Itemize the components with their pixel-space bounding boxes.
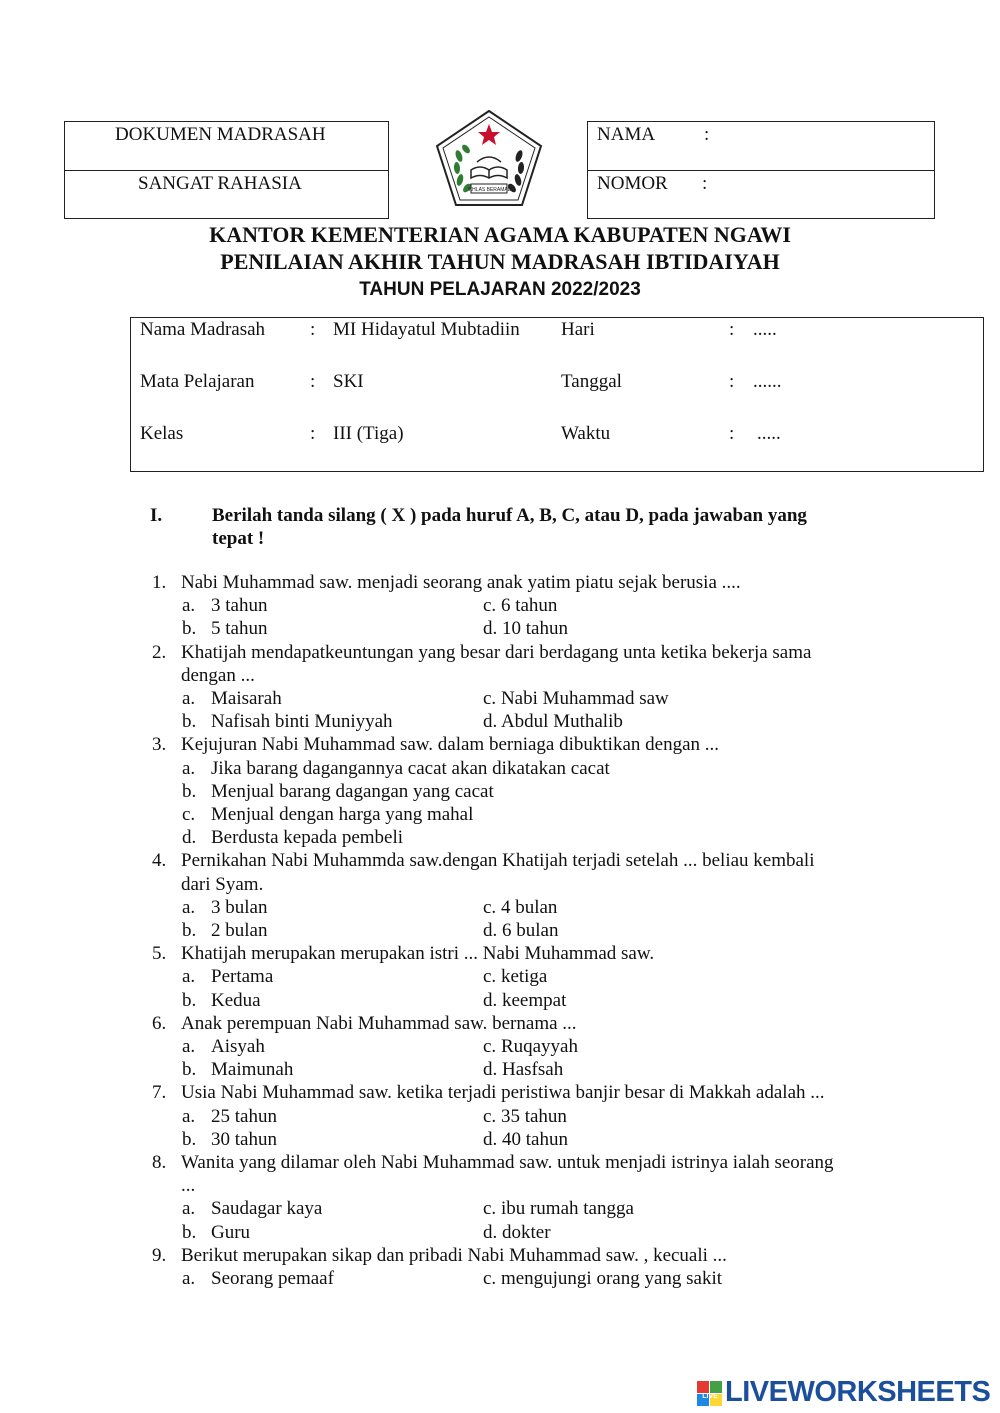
option-letter: b. xyxy=(182,780,197,802)
question-text: Berikut merupakan sikap dan pribadi Nabi Muhammad saw. , kecuali ... xyxy=(181,1244,727,1266)
time-label: Waktu xyxy=(561,423,611,444)
option-text: mengujungi orang yang sakit xyxy=(500,1268,723,1289)
question-text: Usia Nabi Muhammad saw. ketika terjadi peristiwa banjir besar di Makkah adalah ... xyxy=(181,1082,825,1104)
question-text: Anak perempuan Nabi Muhammad saw. bernama ... xyxy=(181,1012,577,1034)
name-row xyxy=(588,122,934,170)
answer-option[interactable] xyxy=(483,1059,563,1081)
option-letter: c. xyxy=(483,1105,497,1127)
option-text: ibu rumah tangga xyxy=(500,1198,634,1220)
option-letter: c. xyxy=(483,1268,497,1289)
option-letter: d. xyxy=(483,920,498,941)
answer-option[interactable] xyxy=(483,1129,568,1151)
option-letter: c. xyxy=(483,595,497,617)
option-letter: a. xyxy=(182,1036,196,1057)
question-number: 7. xyxy=(152,1082,167,1104)
time-colon: : xyxy=(729,423,735,444)
office-title: KANTOR KEMENTERIAN AGAMA KABUPATEN NGAWI xyxy=(209,222,791,247)
answer-option[interactable] xyxy=(483,897,557,919)
class-colon: : xyxy=(310,423,316,444)
option-letter: d. xyxy=(182,827,197,849)
option-letter: a. xyxy=(182,1198,196,1220)
answer-option[interactable] xyxy=(483,711,623,733)
question-number: 4. xyxy=(152,850,167,872)
option-text: 6 tahun xyxy=(500,595,558,617)
answer-option[interactable] xyxy=(483,618,568,640)
option-text: 40 tahun xyxy=(502,1128,568,1150)
option-letter: a. xyxy=(182,1105,196,1127)
option-text: dokter xyxy=(502,1221,551,1243)
day-value: ..... xyxy=(753,319,777,340)
date-colon: : xyxy=(729,371,735,392)
question-text: Kejujuran Nabi Muhammad saw. dalam berniaga dibuktikan dengan ... xyxy=(181,734,720,756)
option-letter: c. xyxy=(483,1198,497,1220)
header-right-box xyxy=(587,121,935,219)
option-letter: d. xyxy=(483,989,498,1011)
question-number: 8. xyxy=(152,1152,167,1173)
option-letter: d. xyxy=(483,1059,498,1081)
option-letter: b. xyxy=(182,711,197,733)
name-colon: : xyxy=(704,124,710,145)
option-text: Kedua xyxy=(211,989,261,1011)
option-letter: c. xyxy=(182,804,196,825)
option-letter: a. xyxy=(182,966,196,988)
answer-option[interactable] xyxy=(483,920,558,942)
class-label: Kelas xyxy=(140,423,184,444)
star-icon xyxy=(478,124,500,145)
header-left-box xyxy=(64,121,389,219)
option-text: Abdul Muthalib xyxy=(500,711,623,733)
liveworksheets-logo xyxy=(697,1376,997,1412)
question-number: 9. xyxy=(152,1244,167,1266)
date-label: Tanggal xyxy=(561,371,622,392)
name-label: NAMA xyxy=(597,124,656,145)
number-colon: : xyxy=(702,173,708,194)
liveworksheets-badge-icon xyxy=(697,1381,723,1407)
option-letter: d. xyxy=(483,618,498,640)
option-text: Berdusta kepada pembeli xyxy=(211,827,404,849)
option-text: Nafisah binti Muniyyah xyxy=(211,711,393,733)
answer-option[interactable] xyxy=(483,990,566,1012)
option-text: Menjual barang dagangan yang cacat xyxy=(211,780,494,802)
liveworksheets-wordmark: LIVEWORKSHEETS xyxy=(725,1376,991,1408)
option-letter: d. xyxy=(483,1221,498,1243)
question-number: 1. xyxy=(152,572,167,593)
question-text: dengan ... xyxy=(181,664,255,686)
option-text: 10 tahun xyxy=(502,618,568,640)
answer-option[interactable] xyxy=(483,1198,634,1220)
answer-option[interactable] xyxy=(483,966,547,988)
academic-year: TAHUN PELAJARAN 2022/2023 xyxy=(359,279,641,300)
option-text: Aisyah xyxy=(211,1036,265,1057)
option-letter: d. xyxy=(483,1128,498,1150)
option-text: Jika barang dagangannya cacat akan dikatakan cacat xyxy=(211,757,610,779)
question-number: 5. xyxy=(152,943,167,965)
option-text: 25 tahun xyxy=(211,1105,277,1127)
subject-colon: : xyxy=(310,371,316,392)
option-text: Pertama xyxy=(211,966,274,988)
school-value: MI Hidayatul Mubtadiin xyxy=(333,319,520,340)
option-letter: b. xyxy=(182,920,197,941)
kemenag-emblem xyxy=(433,108,545,208)
option-letter: b. xyxy=(182,618,197,640)
option-text: Maimunah xyxy=(211,1059,294,1081)
doc-type-label: DOKUMEN MADRASAH xyxy=(115,124,326,145)
option-text: 3 bulan xyxy=(211,896,268,918)
date-value: ...... xyxy=(753,371,782,392)
class-value: III (Tiga) xyxy=(333,423,404,444)
option-letter: c. xyxy=(483,1036,497,1057)
answer-option[interactable] xyxy=(483,1036,578,1058)
question-text: Khatijah merupakan merupakan istri ... Nabi Muhammad saw. xyxy=(181,943,655,965)
day-colon: : xyxy=(729,319,735,340)
option-text: ketiga xyxy=(500,966,548,988)
option-text: 6 bulan xyxy=(502,920,559,941)
option-letter: a. xyxy=(182,595,196,617)
question-number: 6. xyxy=(152,1012,167,1034)
option-letter: a. xyxy=(182,757,196,779)
instruction-line1: Berilah tanda silang ( X ) pada huruf A, B, C, atau D, pada jawaban yang xyxy=(212,505,807,526)
option-text: 35 tahun xyxy=(500,1105,567,1127)
option-letter: b. xyxy=(182,1059,197,1081)
option-text: Hasfsah xyxy=(502,1059,564,1081)
exam-title: PENILAIAN AKHIR TAHUN MADRASAH IBTIDAIYAH xyxy=(220,249,780,274)
option-text: 3 tahun xyxy=(211,595,268,617)
answer-option[interactable] xyxy=(483,595,557,617)
option-text: 30 tahun xyxy=(211,1128,277,1150)
option-letter: c. xyxy=(483,688,497,709)
answer-option[interactable] xyxy=(483,1106,567,1128)
option-text: Guru xyxy=(211,1221,251,1243)
question-text: dari Syam. xyxy=(181,873,264,895)
exam-info-box xyxy=(130,317,984,472)
option-text: Menjual dengan harga yang mahal xyxy=(211,804,474,825)
header-left-row1 xyxy=(65,122,388,170)
instruction-line2: tepat ! xyxy=(212,528,265,549)
quran-book-icon xyxy=(471,157,507,178)
question-text: ... xyxy=(181,1175,196,1197)
answer-option[interactable] xyxy=(483,688,669,710)
answer-option[interactable] xyxy=(483,1268,722,1290)
header-left-row2 xyxy=(65,170,388,218)
question-text: Khatijah mendapatkeuntungan yang besar dari berdagang unta ketika bekerja sama xyxy=(181,641,812,663)
option-text: Ruqayyah xyxy=(500,1036,578,1057)
option-letter: b. xyxy=(182,1221,197,1243)
option-letter: c. xyxy=(483,966,497,988)
option-letter: b. xyxy=(182,989,197,1011)
subject-label: Mata Pelajaran xyxy=(140,371,255,392)
answer-option[interactable] xyxy=(483,1222,551,1244)
secrecy-label: SANGAT RAHASIA xyxy=(138,173,302,194)
option-text: keempat xyxy=(502,989,567,1011)
option-letter: b. xyxy=(182,1128,197,1150)
option-text: Seorang pemaaf xyxy=(211,1268,334,1289)
question-text: Pernikahan Nabi Muhammda saw.dengan Khatijah terjadi setelah ... beliau kembali xyxy=(181,850,815,872)
question-text: Nabi Muhammad saw. menjadi seorang anak yatim piatu sejak berusia .... xyxy=(181,572,741,593)
time-value: ..... xyxy=(757,423,781,444)
option-letter: a. xyxy=(182,896,196,918)
option-letter: c. xyxy=(483,896,497,918)
section-number: I. xyxy=(150,505,163,526)
subject-value: SKI xyxy=(333,371,364,392)
option-letter: a. xyxy=(182,688,196,709)
option-letter: a. xyxy=(182,1268,196,1289)
emblem-motto: IKHLAS BERAMAL xyxy=(467,187,511,193)
question-number: 3. xyxy=(152,734,167,756)
number-row xyxy=(588,170,934,218)
option-text: Nabi Muhammad saw xyxy=(500,688,669,709)
option-text: 4 bulan xyxy=(500,896,558,918)
option-text: Maisarah xyxy=(211,688,282,709)
option-text: Saudagar kaya xyxy=(211,1198,323,1220)
school-label: Nama Madrasah xyxy=(140,319,266,340)
option-text: 2 bulan xyxy=(211,920,268,941)
question-text: Wanita yang dilamar oleh Nabi Muhammad saw. untuk menjadi istrinya ialah seorang xyxy=(181,1152,834,1173)
school-colon: : xyxy=(310,319,316,340)
day-label: Hari xyxy=(561,319,595,340)
option-text: 5 tahun xyxy=(211,618,268,640)
option-letter: d. xyxy=(483,711,498,733)
svg-text:LIVE: LIVE xyxy=(702,1393,718,1400)
question-number: 2. xyxy=(152,641,167,663)
number-label: NOMOR xyxy=(597,173,668,194)
